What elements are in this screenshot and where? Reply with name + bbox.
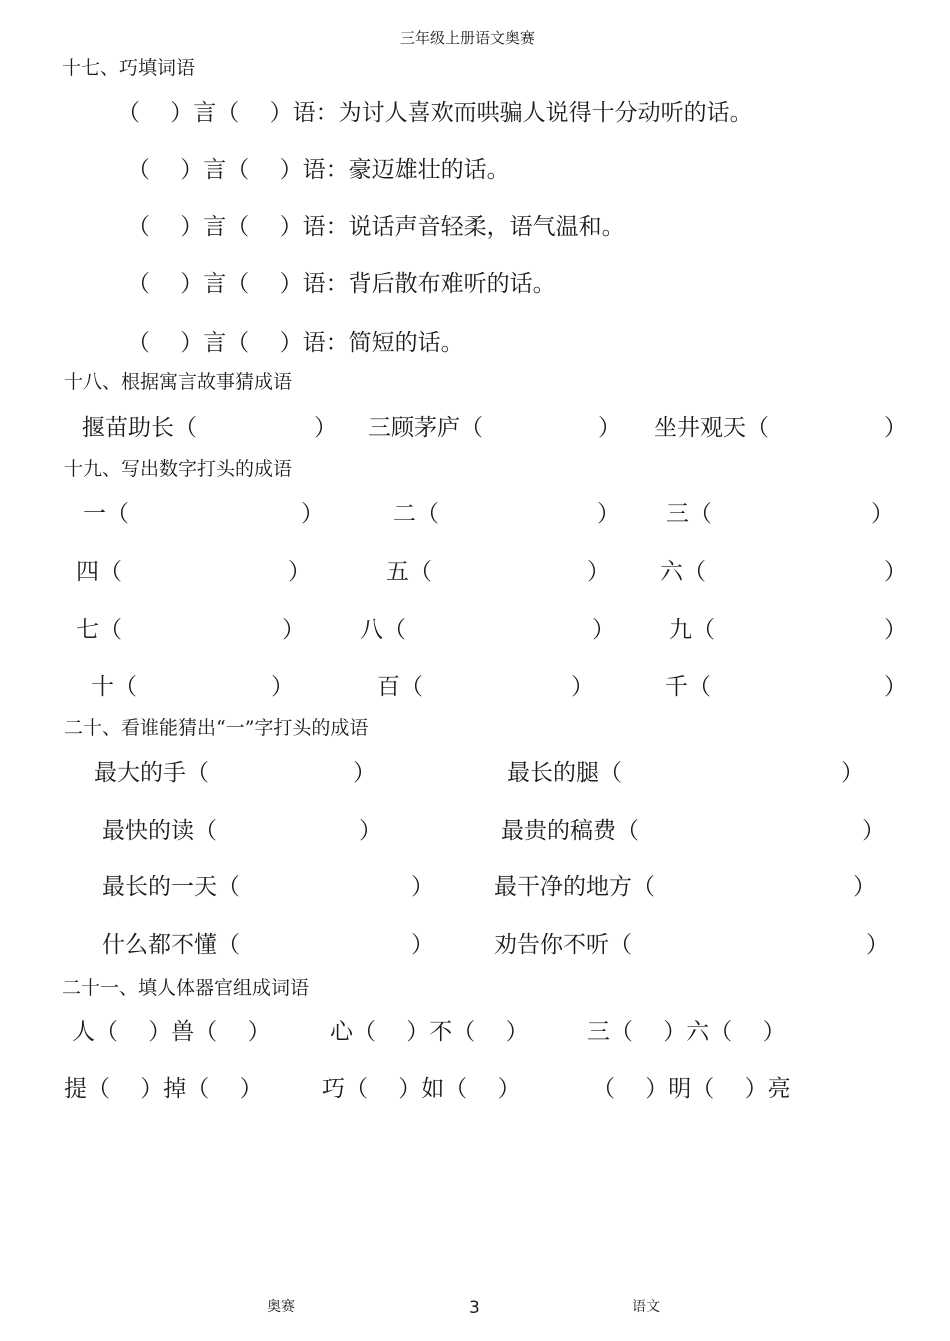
s17-row-5: （ ）言（ ）语：简短的话。 [127,330,464,356]
s20-item-1: 最大的手（ [94,760,209,786]
s18-item-2-close: ） [598,415,621,441]
s20-item-2: 最长的腿（ [507,760,622,786]
s19-item-2-close: ） [597,501,620,527]
s19-item-3: 三（ [666,501,712,527]
s17-row-1: （ ）言（ ）语：为讨人喜欢而哄骗人说得十分动听的话。 [117,100,753,126]
s21-item-5: 巧（ ）如（ ） [322,1076,521,1102]
s17-row-3: （ ）言（ ）语：说话声音轻柔，语气温和。 [127,214,625,240]
s19-item-10-close: ） [271,674,294,700]
s20-item-3: 最快的读（ [102,818,217,844]
s20-item-6: 最干净的地方（ [494,874,655,900]
s21-item-4: 提（ ）掉（ ） [64,1076,263,1102]
s19-item-5: 五（ [386,559,432,585]
s19-item-10: 十（ [91,674,137,700]
s19-item-12-close: ） [884,674,907,700]
s20-item-5: 最长的一天（ [102,874,240,900]
s19-item-3-close: ） [871,501,894,527]
s19-item-2: 二（ [393,501,439,527]
s20-item-2-close: ） [841,760,864,786]
s20-item-8: 劝告你不听（ [494,932,632,958]
s17-row-4: （ ）言（ ）语：背后散布难听的话。 [127,271,556,297]
page-header: 三年级上册语文奥赛 [400,29,536,47]
s21-item-2: 心（ ）不（ ） [330,1019,529,1045]
s20-item-7-close: ） [411,932,434,958]
s19-item-9: 九（ [669,617,715,643]
s18-item-1: 揠苗助长（ [82,415,197,441]
s21-item-3: 三（ ）六（ ） [587,1019,786,1045]
s19-item-6: 六（ [660,559,706,585]
s19-item-12: 千（ [665,674,711,700]
s19-item-7-close: ） [282,617,305,643]
s19-item-1-close: ） [301,501,324,527]
s20-item-7: 什么都不懂（ [102,932,240,958]
s19-item-11-close: ） [571,674,594,700]
s18-item-3-close: ） [884,415,907,441]
section-19-title: 十九、写出数字打头的成语 [64,458,293,480]
s20-item-4-close: ） [862,818,885,844]
s19-item-4-close: ） [288,559,311,585]
s19-item-8: 八（ [360,617,406,643]
footer-right: 语文 [632,1299,660,1315]
s19-item-7: 七（ [76,617,122,643]
s19-item-6-close: ） [884,559,907,585]
s19-item-11: 百（ [377,674,423,700]
s20-item-3-close: ） [359,818,382,844]
section-17-title: 十七、巧填词语 [62,57,196,79]
s18-item-3: 坐井观天（ [654,415,769,441]
s19-item-4: 四（ [76,559,122,585]
s20-item-5-close: ） [411,874,434,900]
s19-item-1: 一（ [83,501,129,527]
s18-item-1-close: ） [314,415,337,441]
section-18-title: 十八、根据寓言故事猜成语 [64,371,293,393]
s19-item-9-close: ） [884,617,907,643]
section-20-title: 二十、看谁能猜出“一”字打头的成语 [64,717,369,739]
s21-item-1: 人（ ）兽（ ） [72,1019,271,1045]
s19-item-8-close: ） [592,617,615,643]
s19-item-5-close: ） [587,559,610,585]
s20-item-6-close: ） [853,874,876,900]
footer-left: 奥赛 [267,1299,295,1315]
s17-row-2: （ ）言（ ）语：豪迈雄壮的话。 [127,157,510,183]
page-number: 3 [469,1298,480,1318]
s18-item-2: 三顾茅庐（ [368,415,483,441]
s21-item-6: （ ）明（ ）亮 [592,1076,791,1102]
s20-item-1-close: ） [353,760,376,786]
section-21-title: 二十一、填人体器官组成词语 [62,977,310,999]
s20-item-4: 最贵的稿费（ [501,818,639,844]
s20-item-8-close: ） [866,932,889,958]
